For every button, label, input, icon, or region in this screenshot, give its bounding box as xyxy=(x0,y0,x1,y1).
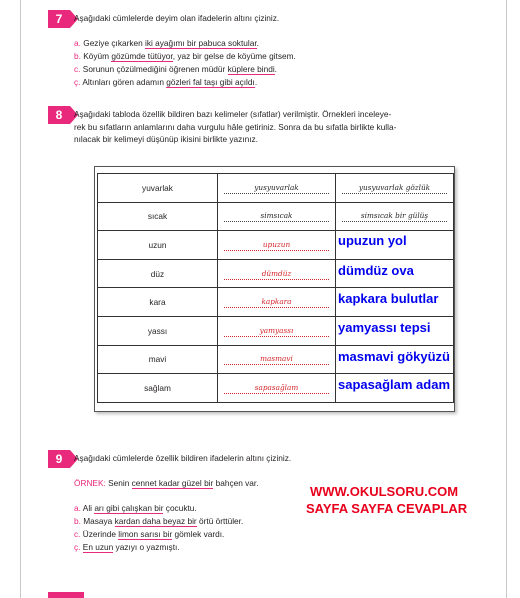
adjective-cell: sıcak xyxy=(98,202,218,231)
item-text: . xyxy=(256,38,259,48)
handwritten-emphatic: upuzun xyxy=(224,239,329,251)
item-text: bahçen var. xyxy=(213,478,259,488)
emphatic-cell xyxy=(218,345,336,374)
item-text: Altınları gören adamın xyxy=(82,77,167,87)
answer-kapkara: kapkara bulutlar xyxy=(338,291,439,306)
table-row xyxy=(98,174,454,203)
handwritten-emphatic: simsıcak xyxy=(224,210,329,222)
item-label: a. xyxy=(74,503,81,513)
item-text: Sorunun çözülmediğini öğrenen müdür xyxy=(82,64,228,74)
watermark-tagline: SAYFA SAYFA CEVAPLAR xyxy=(306,501,468,516)
underlined-adjective: En uzun xyxy=(82,542,114,552)
item-label: a. xyxy=(74,38,81,48)
emphatic-cell xyxy=(218,174,336,203)
underlined-adjective: kardan daha beyaz bir xyxy=(114,516,197,526)
item-text: Masaya xyxy=(83,516,115,526)
adjective-table xyxy=(97,173,454,403)
adjective-cell: uzun xyxy=(98,231,218,260)
item-text: Üzerinde xyxy=(82,529,119,539)
handwritten-emphatic: dümdüz xyxy=(224,268,329,280)
adjective-cell: yassı xyxy=(98,316,218,345)
item-text: Ali xyxy=(82,503,95,513)
phrase-cell xyxy=(336,202,454,231)
item-text: , yaz bir gelse de köyüme gitsem. xyxy=(172,51,296,61)
question-9-instruction: Aşağıdaki cümlelerde özellik bildiren ifadelerin altını çiziniz. xyxy=(74,453,292,463)
item-label: b. xyxy=(74,516,81,526)
q9-item-c-cedilla xyxy=(74,542,180,553)
emphatic-cell xyxy=(218,288,336,317)
underlined-idiom: iki ayağımı bir pabuca soktular xyxy=(145,38,257,48)
answer-masmavi: masmavi gökyüzü xyxy=(338,349,450,364)
underlined-idiom: gözleri fal taşı gibi açıldı xyxy=(166,77,255,87)
item-label: c. xyxy=(74,64,81,74)
question-7-number: 7 xyxy=(48,10,70,28)
underlined-adjective: cennet kadar güzel bir xyxy=(131,478,214,488)
underlined-adjective: arı gibi çalışkan bir xyxy=(94,503,164,513)
next-question-tab xyxy=(48,592,84,598)
item-text: gömlek vardı. xyxy=(172,529,225,539)
adjective-cell: kara xyxy=(98,288,218,317)
emphatic-cell xyxy=(218,374,336,403)
adjective-cell: sağlam xyxy=(98,374,218,403)
answer-yamyassi: yamyassı tepsi xyxy=(338,320,431,335)
q9-item-b xyxy=(74,516,243,527)
question-8-number: 8 xyxy=(48,106,70,124)
item-text: Senin xyxy=(105,478,132,488)
item-label: b. xyxy=(74,51,81,61)
handwritten-emphatic: yamyassı xyxy=(224,325,329,337)
watermark-url: WWW.OKULSORU.COM xyxy=(310,484,459,499)
emphatic-cell xyxy=(218,259,336,288)
handwritten-emphatic: sapasağlam xyxy=(224,382,329,394)
instruction-line: rek bu sıfatların anlamlarını daha vurgulu hâle getiriniz. Sonra da bu sıfatla birlikte kulla- xyxy=(74,121,397,132)
right-margin-line xyxy=(506,0,507,598)
handwritten-emphatic: yusyuvarlak xyxy=(224,182,329,194)
margin-line xyxy=(20,0,21,598)
question-8-instruction xyxy=(74,108,494,146)
q7-item-c-cedilla xyxy=(74,77,257,88)
item-text: çocuktu. xyxy=(163,503,197,513)
q9-example xyxy=(74,478,259,489)
item-text: Köyüm xyxy=(83,51,112,61)
instruction-line: nılacak bir kelimeyi düşünüp ikisini birlikte yazınız. xyxy=(74,134,258,144)
item-text: . xyxy=(274,64,277,74)
item-label: ç. xyxy=(74,77,81,87)
q7-item-b xyxy=(74,51,296,62)
answer-sapasaglam: sapasağlam adam xyxy=(338,377,451,392)
adjective-cell: düz xyxy=(98,259,218,288)
item-text: . xyxy=(254,77,258,87)
example-label: ÖRNEK: xyxy=(74,478,106,488)
q7-item-c xyxy=(74,64,277,75)
emphatic-cell xyxy=(218,202,336,231)
handwritten-phrase: yusyuvarlak gözlük xyxy=(342,182,447,194)
adjective-cell: mavi xyxy=(98,345,218,374)
item-text: Geziye çıkarken xyxy=(83,38,146,48)
emphatic-cell xyxy=(218,316,336,345)
handwritten-emphatic: kapkara xyxy=(224,296,329,308)
question-9-number: 9 xyxy=(48,450,70,468)
item-label: c. xyxy=(74,529,81,539)
answer-upuzun: upuzun yol xyxy=(338,233,407,248)
table-row xyxy=(98,202,454,231)
underlined-idiom: gözümde tütüyor xyxy=(111,51,173,61)
q9-item-a xyxy=(74,503,197,514)
question-7-instruction: Aşağıdaki cümlelerde deyim olan ifadelerin altını çiziniz. xyxy=(74,13,280,23)
handwritten-phrase: simsıcak bir gülüş xyxy=(342,210,447,222)
item-text: yazıyı o yazmıştı. xyxy=(113,542,180,552)
item-label: ç. xyxy=(74,542,81,552)
emphatic-cell xyxy=(218,231,336,260)
handwritten-emphatic: masmavi xyxy=(224,353,329,365)
underlined-idiom: küplere bindi xyxy=(227,64,275,74)
q9-item-c xyxy=(74,529,224,540)
instruction-line: Aşağıdaki tabloda özellik bildiren bazı kelimeler (sıfatlar) verilmiştir. Örnekleri inceleye- xyxy=(74,109,392,119)
answer-dumduz: dümdüz ova xyxy=(338,263,414,278)
q7-item-a xyxy=(74,38,259,49)
item-text: örtü örttüler. xyxy=(196,516,244,526)
adjective-cell: yuvarlak xyxy=(98,174,218,203)
phrase-cell xyxy=(336,174,454,203)
underlined-adjective: limon sarısı bir xyxy=(118,529,173,539)
